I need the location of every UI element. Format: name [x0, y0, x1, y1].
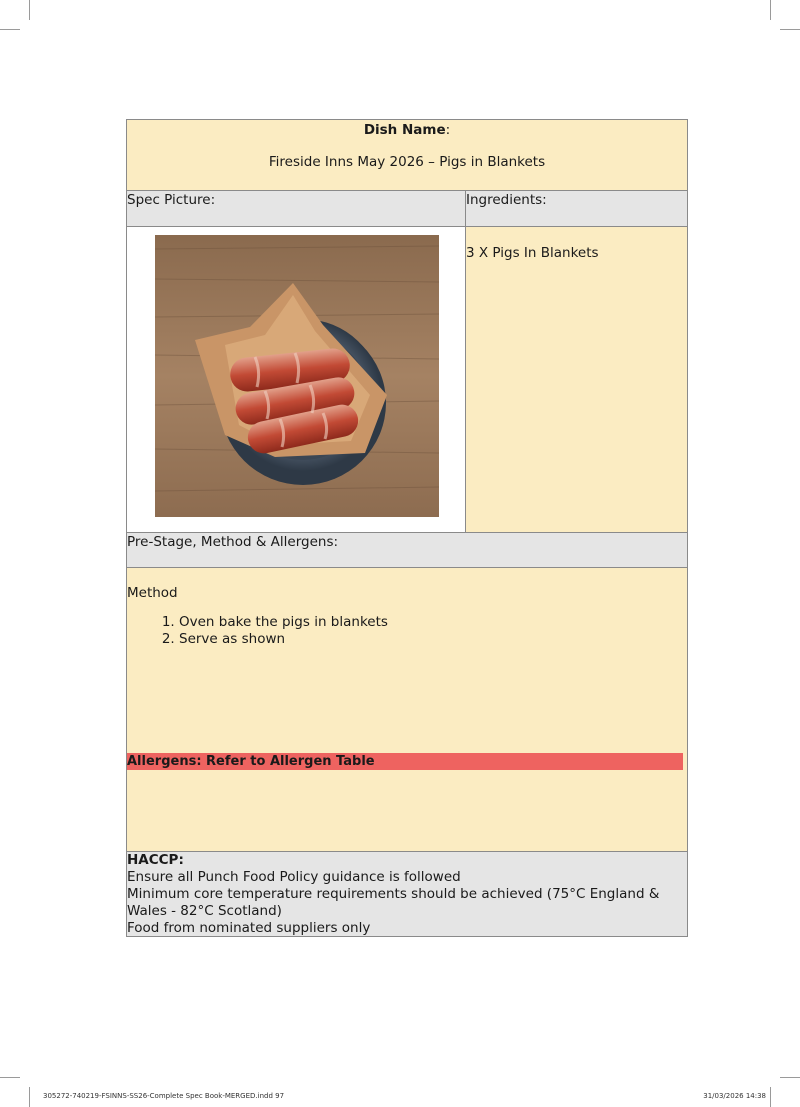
- method-step: 2. Serve as shown: [179, 631, 388, 648]
- crop-mark: [780, 29, 800, 30]
- dish-name-label: Dish Name:: [363, 122, 451, 138]
- haccp-line: Wales - 82°C Scotland): [127, 903, 282, 919]
- method-steps: [127, 614, 388, 648]
- dish-name-section: [127, 120, 687, 191]
- allergens-banner: Allergens: Refer to Allergen Table: [127, 753, 683, 770]
- spec-picture-cell: [127, 227, 466, 532]
- spec-sheet: [126, 119, 688, 937]
- picture-ingredients-content: [127, 227, 687, 533]
- footer-datetime: 31/03/2026 14:38: [703, 1092, 766, 1100]
- crop-mark: [29, 0, 30, 20]
- haccp-line: Ensure all Punch Food Policy guidance is followed: [127, 869, 461, 885]
- prestage-header: Pre-Stage, Method & Allergens:: [127, 533, 687, 568]
- method-label: Method: [127, 585, 178, 601]
- method-step: 1. Oven bake the pigs in blankets: [179, 614, 388, 631]
- ingredients-label: Ingredients:: [466, 191, 687, 226]
- method-section: [127, 568, 687, 852]
- haccp-line: Food from nominated suppliers only: [127, 920, 371, 936]
- crop-mark: [0, 1077, 20, 1078]
- spec-picture-label: Spec Picture:: [127, 191, 466, 226]
- crop-mark: [780, 1077, 800, 1078]
- ingredients-cell: [466, 227, 687, 532]
- dish-photo: [155, 235, 439, 517]
- footer-filename: 305272-740219-FSINNS-SS26-Complete Spec Book-MERGED.indd 97: [43, 1092, 285, 1100]
- crop-mark: [770, 1087, 771, 1107]
- ingredient-item: 3 X Pigs In Blankets: [466, 245, 599, 261]
- haccp-line: Minimum core temperature requirements should be achieved (75°C England &: [127, 886, 660, 902]
- haccp-section: [127, 852, 687, 936]
- haccp-title: HACCP:: [127, 852, 184, 868]
- dish-name-value: Fireside Inns May 2026 – Pigs in Blankets: [268, 154, 546, 170]
- picture-ingredients-header: [127, 191, 687, 227]
- crop-mark: [29, 1087, 30, 1107]
- crop-mark: [770, 0, 771, 20]
- crop-mark: [0, 29, 20, 30]
